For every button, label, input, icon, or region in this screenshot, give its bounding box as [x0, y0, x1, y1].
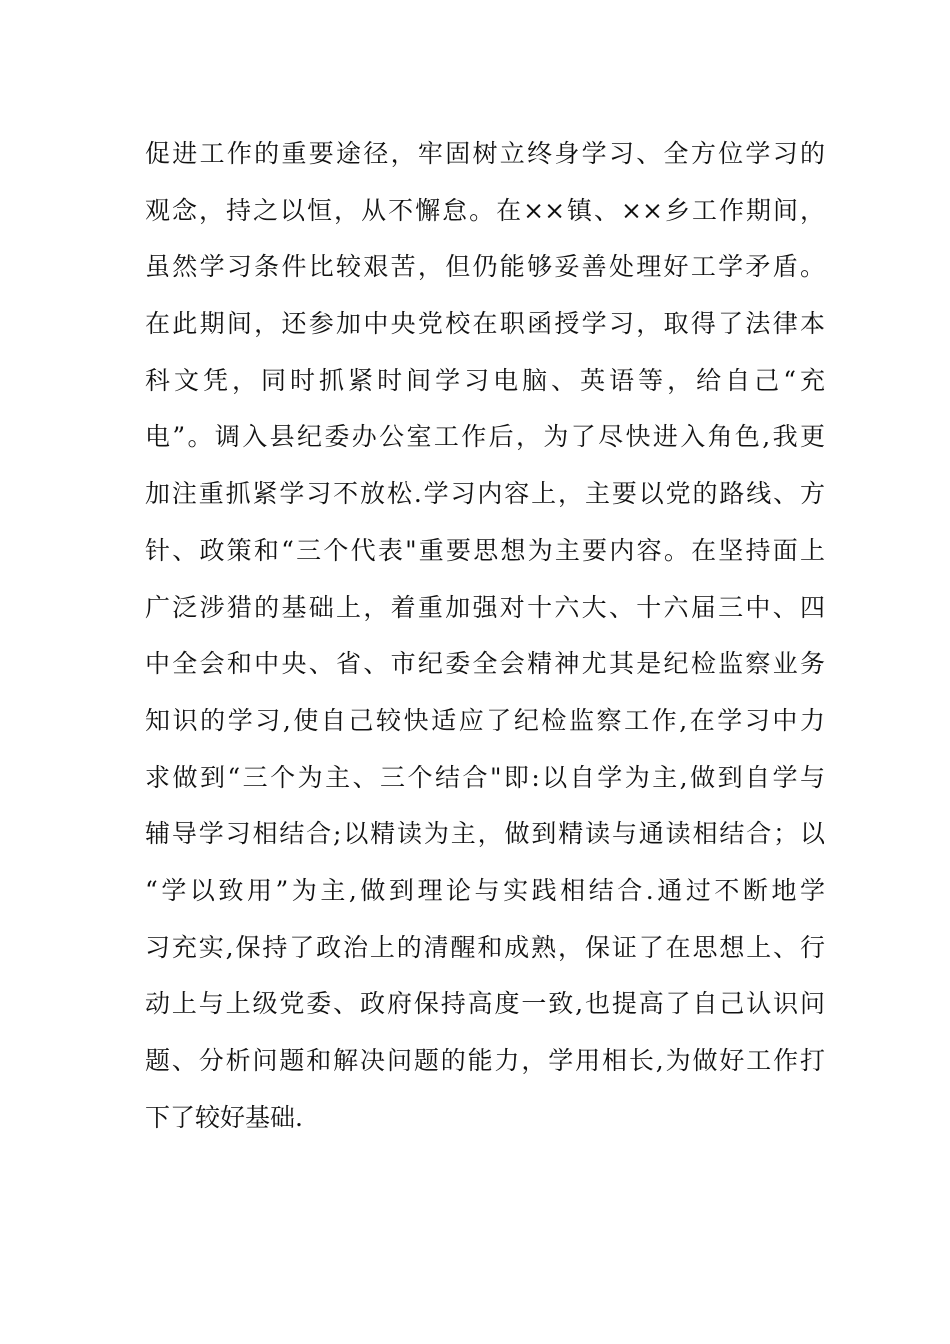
text-line: 辅导学习相结合;以精读为主，做到精读与通读相结合；以: [145, 819, 825, 849]
text-line: 知识的学习,使自己较快适应了纪检监察工作,在学习中力: [145, 705, 825, 735]
text-line: 题、分析问题和解决问题的能力，学用相长,为做好工作打: [145, 1046, 825, 1075]
text-line: 针、政策和“三个代表"重要思想为主要内容。在坚持面上: [145, 535, 825, 565]
text-line: 虽然学习条件比较艰苦，但仍能够妥善处理好工学矛盾。: [145, 252, 825, 282]
text-line: 中全会和中央、省、市纪委全会精神尤其是纪检监察业务: [145, 649, 825, 679]
text-line: 动上与上级党委、政府保持高度一致,也提高了自己认识问: [145, 989, 825, 1019]
body-paragraph: [145, 126, 825, 1146]
text-line: 电”。调入县纪委办公室工作后，为了尽快进入角色,我更: [145, 422, 825, 452]
text-line: “学以致用”为主,做到理论与实践相结合.通过不断地学: [145, 875, 825, 905]
text-line: 促进工作的重要途径，牢固树立终身学习、全方位学习的: [145, 139, 825, 168]
text-line: 下了较好基础.: [145, 1102, 303, 1132]
text-line: 观念，持之以恒，从不懈怠。在××镇、××乡工作期间，: [145, 195, 825, 225]
text-line: 在此期间，还参加中央党校在职函授学习，取得了法律本: [145, 309, 825, 339]
text-line: 习充实,保持了政治上的清醒和成熟，保证了在思想上、行: [145, 932, 825, 962]
text-line: 加注重抓紧学习不放松.学习内容上，主要以党的路线、方: [145, 479, 825, 509]
text-line: 广泛涉猎的基础上，着重加强对十六大、十六届三中、四: [145, 592, 825, 622]
text-line: 科文凭，同时抓紧时间学习电脑、英语等，给自己“充: [145, 365, 825, 395]
text-line: 求做到“三个为主、三个结合"即:以自学为主,做到自学与: [145, 762, 825, 792]
